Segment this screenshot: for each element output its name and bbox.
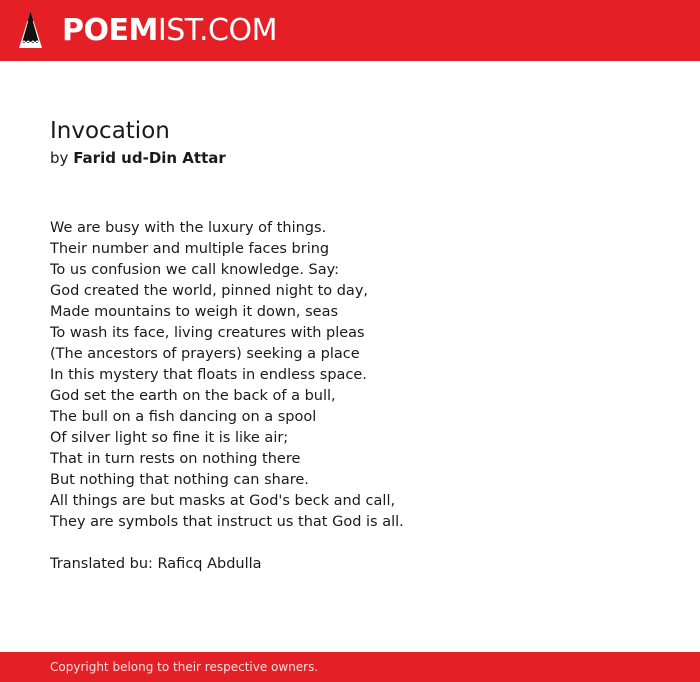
poem-line: Their number and multiple faces bring: [50, 241, 330, 257]
poem-content: [50, 117, 650, 575]
poem-line: (The ancestors of prayers) seeking a place: [50, 346, 360, 362]
site-logo[interactable]: [62, 11, 277, 51]
site-footer: [0, 652, 700, 682]
poem-line: To wash its face, living creatures with pleas: [50, 325, 365, 341]
poem-line: In this mystery that floats in endless space.: [50, 367, 367, 383]
poem-line: God set the earth on the back of a bull,: [50, 388, 336, 404]
poem-line: That in turn rests on nothing there: [50, 451, 301, 467]
author-name[interactable]: Farid ud-Din Attar: [73, 149, 226, 167]
byline: [50, 148, 650, 168]
poem-line: We are busy with the luxury of things.: [50, 220, 327, 236]
poem-line: All things are but masks at God's beck and call,: [50, 493, 396, 509]
poem-line: They are symbols that instruct us that God is all.: [50, 514, 404, 530]
poem-line: God created the world, pinned night to day,: [50, 283, 369, 299]
poem-title: Invocation: [50, 118, 170, 144]
pencil-tip-icon[interactable]: [18, 10, 43, 51]
logo-light-part: IST.COM: [157, 13, 277, 48]
logo-bold-part: POEM: [62, 13, 158, 48]
poem-line: To us confusion we call knowledge. Say:: [50, 262, 340, 278]
poem-body: [50, 218, 650, 533]
poem-line: Made mountains to weigh it down, seas: [50, 304, 339, 320]
copyright-notice: Copyright belong to their respective owners.: [50, 660, 319, 674]
poem-line: Of silver light so fine it is like air;: [50, 430, 289, 446]
poem-line: But nothing that nothing can share.: [50, 472, 309, 488]
translator-credit: Translated bu: Raficq Abdulla: [50, 556, 262, 572]
poem-line: The bull on a fish dancing on a spool: [50, 409, 317, 425]
site-header: [0, 0, 700, 61]
byline-prefix: by: [50, 149, 69, 167]
